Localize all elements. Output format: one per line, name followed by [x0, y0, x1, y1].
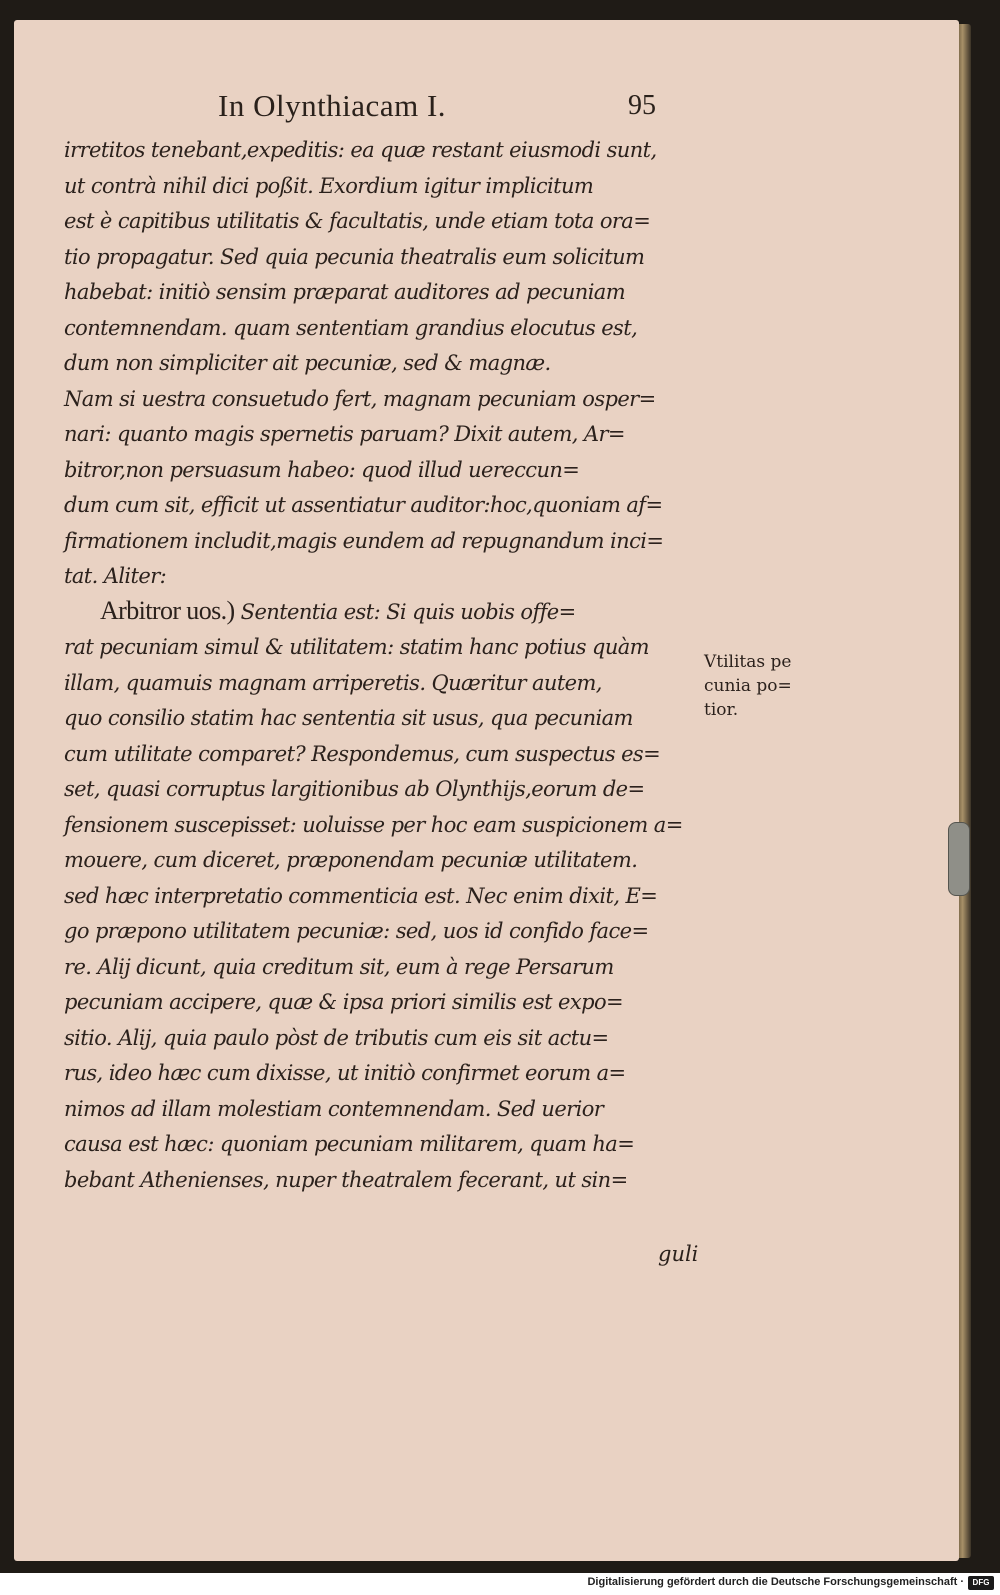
- text-line: rat pecuniam simul & utilitatem: statim hanc potius quàm: [64, 635, 649, 659]
- text-line: dum non simpliciter ait pecuniæ, sed & magnæ.: [64, 351, 551, 375]
- running-head-title: In Olynthiacam I.: [218, 88, 447, 123]
- text-line: nari: quanto magis spernetis paruam? Dixit autem, Ar=: [64, 422, 625, 446]
- text-line: re. Alij dicunt, quia creditum sit, eum à rege Persarum: [64, 954, 614, 979]
- text-line: go præpono utilitatem pecuniæ: sed, uos id confido face=: [64, 919, 649, 943]
- catchword: guli: [658, 1242, 699, 1266]
- text-line: tat. Aliter:: [64, 564, 167, 588]
- text-line: est è capitibus utilitatis & facultatis, unde etiam tota ora=: [64, 209, 651, 233]
- lemma-line: [100, 596, 576, 626]
- text-line: firmationem includit,magis eundem ad repugnandum inci=: [64, 528, 664, 553]
- text-line: dum cum sit, efficit ut assentiatur auditor:hoc,quoniam af=: [64, 493, 663, 517]
- marginal-note-line: cunia po=: [704, 676, 792, 696]
- text-line: sitio. Alij, quia paulo pòst de tributis cum eis sit actu=: [64, 1025, 609, 1050]
- text-line: mouere, cum diceret, præponendam pecuniæ utilitatem.: [64, 848, 638, 872]
- text-line: illam, quamuis magnam arriperetis. Quæritur autem,: [64, 670, 602, 695]
- text-line: bebant Athenienses, nuper theatralem fecerant, ut sin=: [64, 1167, 628, 1192]
- running-head: [14, 88, 959, 128]
- text-line: fensionem suscepisset: uoluisse per hoc eam suspicionem a=: [64, 812, 683, 837]
- book-clasp: [948, 822, 970, 896]
- text-line: Nam si uestra consuetudo fert, magnam pecuniam osper=: [64, 386, 656, 411]
- text-line: set, quasi corruptus largitionibus ab Olynthijs,eorum de=: [64, 777, 645, 801]
- text-line: rus, ideo hæc cum dixisse, ut initiò confirmet eorum a=: [64, 1061, 626, 1085]
- lemma-text: Sententia est: Si quis uobis offe=: [234, 599, 576, 624]
- book-edge: [957, 24, 971, 1558]
- text-line: irretitos tenebant,expeditis: ea quæ restant eiusmodi sunt,: [64, 138, 657, 162]
- footer-credit: Digitalisierung gefördert durch die Deutsche Forschungsgemeinschaft ·: [587, 1576, 964, 1588]
- text-line: sed hæc interpretatio commenticia est. Nec enim dixit, E=: [64, 883, 658, 908]
- text-line: pecuniam accipere, quæ & ipsa priori similis est expo=: [64, 990, 623, 1014]
- marginal-note-line: Vtilitas pe: [704, 652, 792, 672]
- text-line: contemnendam. quam sententiam grandius elocutus est,: [64, 315, 638, 340]
- text-line: bitror,non persuasum habeo: quod illud uereccun=: [64, 457, 580, 482]
- page-number: 95: [628, 90, 656, 121]
- lemma-word: Arbitror uos.): [100, 595, 235, 625]
- text-line: habebat: initiò sensim præparat auditores ad pecuniam: [64, 280, 626, 304]
- text-line: tio propagatur. Sed quia pecunia theatralis eum solicitum: [64, 244, 645, 269]
- marginal-note-line: tior.: [704, 700, 739, 720]
- footer: [0, 1573, 1000, 1595]
- marginal-note: [704, 650, 814, 722]
- text-line: cum utilitate comparet? Respondemus, cum suspectus es=: [64, 741, 661, 766]
- text-line: nimos ad illam molestiam contemnendam. Sed uerior: [64, 1096, 604, 1121]
- text-line: causa est hæc: quoniam pecuniam militarem, quam ha=: [64, 1132, 635, 1156]
- text-line: ut contrà nihil dici poßit. Exordium igitur implicitum: [64, 173, 594, 198]
- dfg-logo-icon: DFG: [968, 1576, 994, 1590]
- book-page: [14, 20, 959, 1561]
- text-line: quo consilio statim hac sententia sit usus, qua pecuniam: [64, 706, 633, 730]
